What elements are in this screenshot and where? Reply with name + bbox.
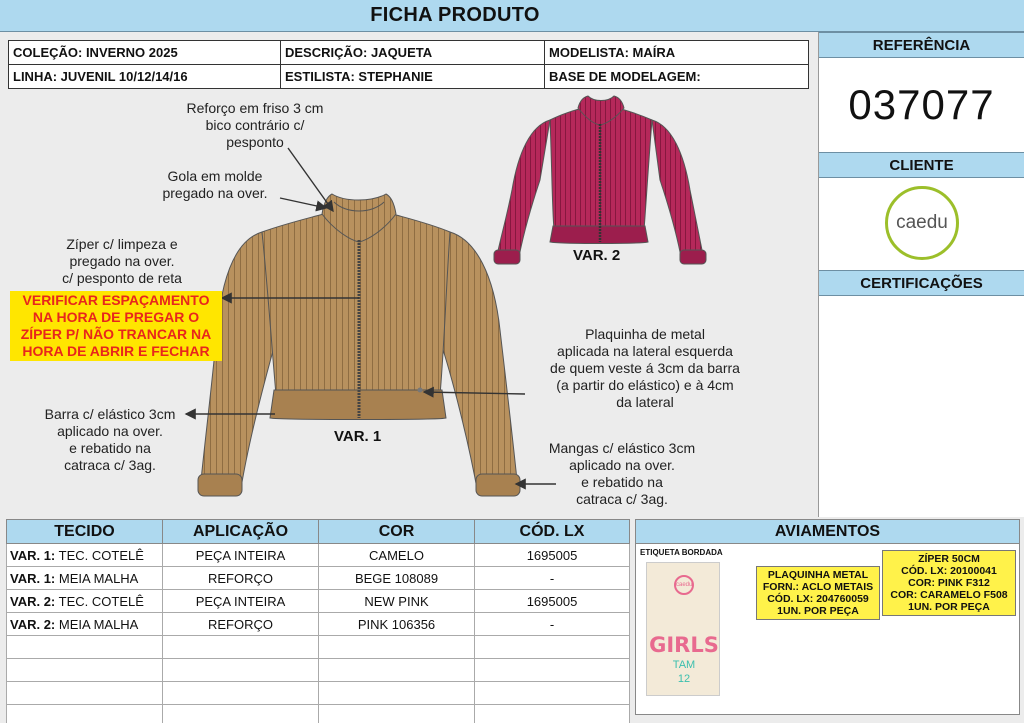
etiqueta-label: ETIQUETA BORDADA — [640, 548, 723, 557]
col-cor: COR — [319, 520, 475, 544]
linha-field: LINHA: JUVENIL 10/12/14/16 — [9, 65, 281, 89]
var1-label: VAR. 1 — [334, 428, 382, 445]
base-modelagem-field: BASE DE MODELAGEM: — [545, 65, 809, 89]
etiqueta-logo: caedu — [674, 575, 694, 595]
cliente-header: CLIENTE — [819, 152, 1024, 178]
modelista-field: MODELISTA: MAÍRA — [545, 41, 809, 65]
col-cod-lx: CÓD. LX — [475, 520, 630, 544]
jacket-var1 — [198, 194, 520, 496]
certificacoes-box — [819, 296, 1024, 516]
table-row: VAR. 2: TEC. COTELÊ PEÇA INTEIRA NEW PINK 1695005 — [7, 590, 630, 613]
certificacoes-header: CERTIFICAÇÕES — [819, 270, 1024, 296]
table-row: VAR. 1: MEIA MALHA REFORÇO BEGE 108089 - — [7, 567, 630, 590]
table-row-empty — [7, 705, 630, 723]
referencia-header: REFERÊNCIA — [819, 32, 1024, 58]
cliente-box — [819, 178, 1024, 270]
etiqueta-girls: GIRLS — [649, 633, 719, 657]
annotation-plaquinha: Plaquinha de metal aplicada na lateral esquerda de quem veste á 3cm da barra (a partir do elástico) e à 4cm da lateral — [550, 326, 740, 410]
annotation-mangas: Mangas c/ elástico 3cm aplicado na over. e rebatido na catraca c/ 3ag. — [548, 440, 696, 507]
descricao-field: DESCRIÇÃO: JAQUETA — [281, 41, 545, 65]
table-row-empty — [7, 659, 630, 682]
colecao-field: COLEÇÃO: INVERNO 2025 — [9, 41, 281, 65]
aviamentos-header: AVIAMENTOS — [636, 520, 1019, 544]
etiqueta-size: 12 — [677, 673, 691, 685]
table-row-empty — [7, 636, 630, 659]
title-bar — [0, 0, 1024, 32]
fabric-table — [6, 519, 630, 723]
col-tecido: TECIDO — [7, 520, 163, 544]
referencia-value: 037077 — [819, 58, 1024, 152]
estilista-field: ESTILISTA: STEPHANIE — [281, 65, 545, 89]
page-title: FICHA PRODUTO — [370, 4, 540, 26]
caedu-logo: caedu — [885, 186, 959, 260]
annotation-gola: Gola em molde pregado na over. — [162, 168, 268, 201]
header-info-table — [8, 40, 809, 89]
aviamentos-panel — [635, 519, 1020, 715]
warning-note: VERIFICAR ESPAÇAMENTO NA HORA DE PREGAR O ZÍPER P/ NÃO TRANCAR NA HORA DE ABRIR E FECHAR — [10, 291, 222, 361]
var2-label: VAR. 2 — [573, 247, 621, 264]
jacket-var2 — [494, 96, 706, 264]
annotation-barra: Barra c/ elástico 3cm aplicado na over. e rebatido na catraca c/ 3ag. — [44, 406, 176, 473]
annotation-ziper: Zíper c/ limpeza e pregado na over. c/ pesponto de reta — [62, 236, 182, 286]
col-aplicacao: APLICAÇÃO — [163, 520, 319, 544]
table-row: VAR. 1: TEC. COTELÊ PEÇA INTEIRA CAMELO 1695005 — [7, 544, 630, 567]
sidebar-panel — [818, 32, 1024, 517]
plaquinha-metal-tag: PLAQUINHA METAL FORN.: ACLO METAIS CÓD. LX: 204760059 1UN. POR PEÇA — [756, 566, 880, 620]
table-row: VAR. 2: MEIA MALHA REFORÇO PINK 106356 - — [7, 613, 630, 636]
etiqueta-bordada — [646, 562, 720, 696]
ziper-tag: ZÍPER 50CM CÓD. LX: 20100041 COR: PINK F312 COR: CARAMELO F508 1UN. POR PEÇA — [882, 550, 1016, 616]
etiqueta-tam: TAM — [672, 659, 696, 671]
annotation-reforco: Reforço em friso 3 cm bico contrário c/ pesponto — [186, 100, 324, 150]
table-row-empty — [7, 682, 630, 705]
